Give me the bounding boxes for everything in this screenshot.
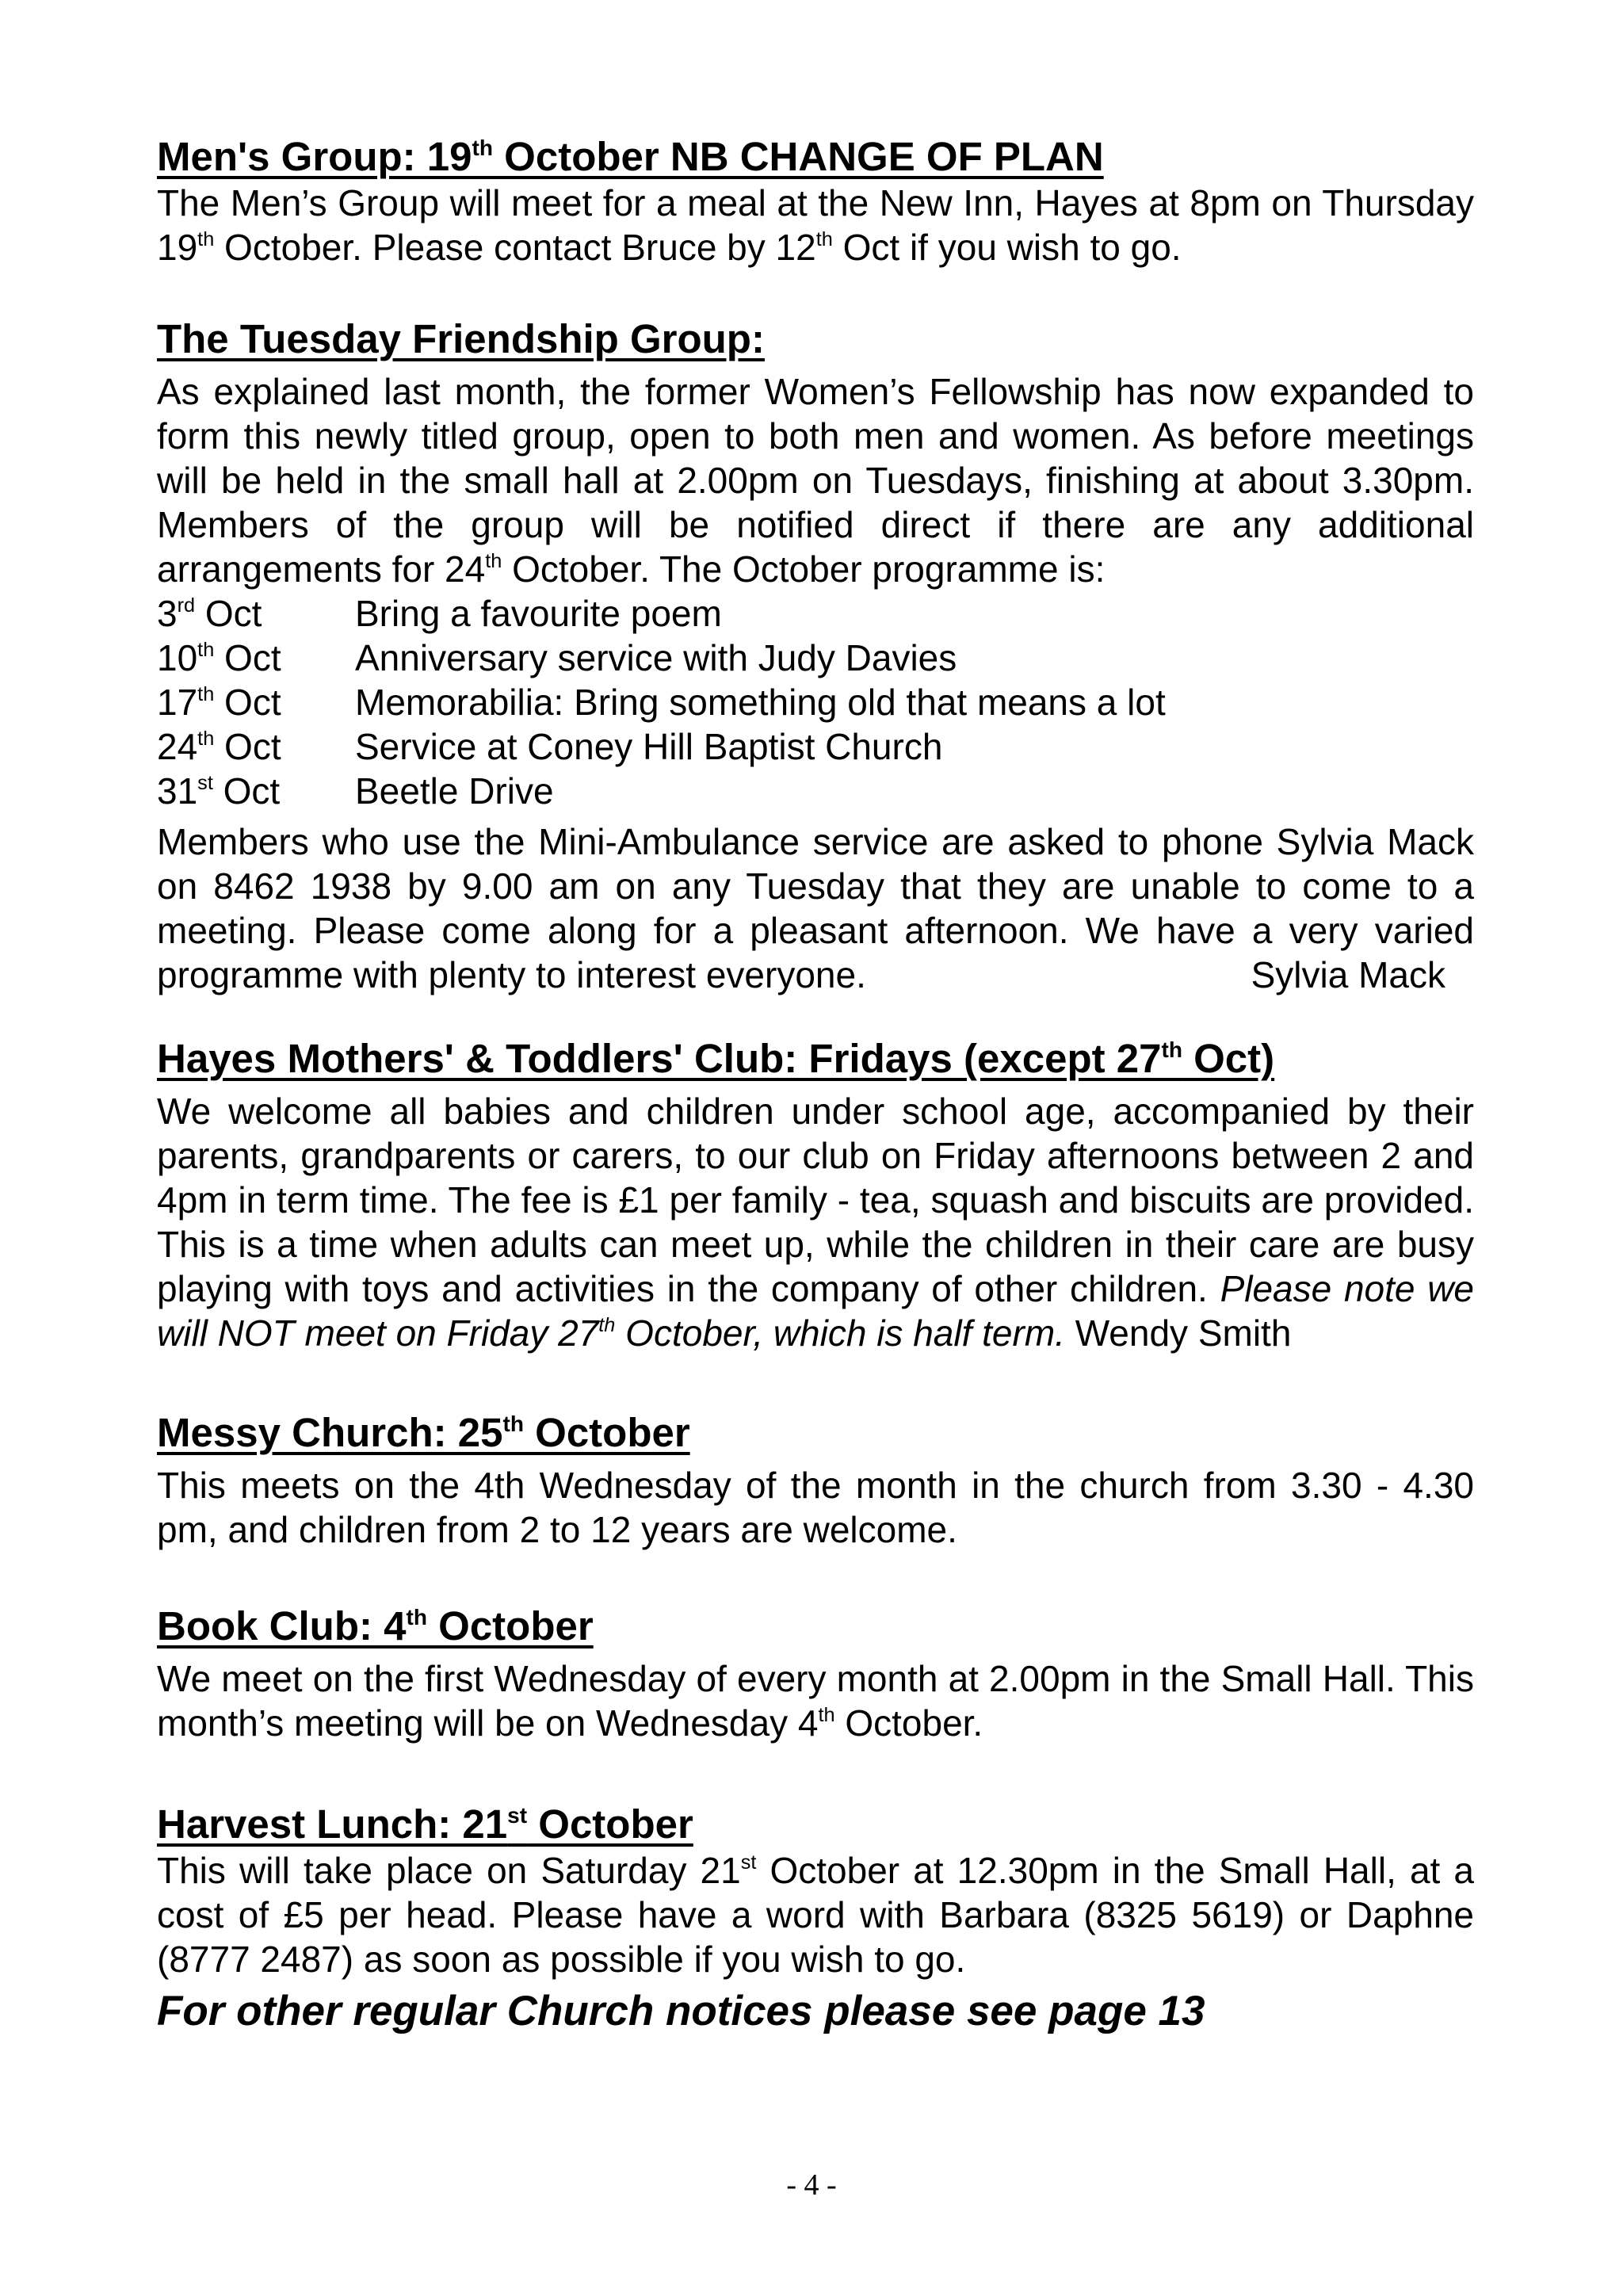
programme-event: Beetle Drive <box>355 770 554 812</box>
half-term-note: Please note we will NOT meet on Friday 27th October, which is half term. <box>157 1268 1474 1354</box>
programme-date: 17th Oct <box>157 682 281 723</box>
programme-event: Anniversary service with Judy Davies <box>355 637 957 678</box>
programme-item <box>157 636 1474 680</box>
page-number: - 4 - <box>786 2168 837 2202</box>
programme-event: Bring a favourite poem <box>355 593 722 634</box>
programme-date: 24th Oct <box>157 726 281 767</box>
signature: Sylvia Mack <box>1251 954 1445 995</box>
harvest-lunch-section <box>157 1801 1474 1981</box>
mens-group-heading: Men's Group: 19th October NB CHANGE OF PLAN <box>157 134 1104 179</box>
harvest-lunch-body: This will take place on Saturday 21st October at 12.30pm in the Small Hall, at a cost of £5 per head. Please have a word with Barbara (8325 5619) or Daphne (8777 2487) as soon as possible if you wish to go. <box>157 1850 1474 1980</box>
messy-church-section <box>157 1409 1474 1552</box>
tuesday-group-outro: Members who use the Mini-Ambulance service are asked to phone Sylvia Mack on 8462 1938 by 9.00 am on any Tuesday that they are unable to come to a meeting. Please come along for a pleasant afternoon. We have a very varied programme with plenty to interest everyone. Sylvia Mack <box>157 821 1474 995</box>
mens-group-section <box>157 133 1474 269</box>
toddlers-club-heading: Hayes Mothers' & Toddlers' Club: Fridays (except 27th Oct) <box>157 1036 1275 1081</box>
book-club-heading: Book Club: 4th October <box>157 1603 594 1648</box>
programme-date: 31st Oct <box>157 770 281 812</box>
closing-note: For other regular Church notices please see page 13 <box>157 1988 1205 2034</box>
signature: Wendy Smith <box>1075 1312 1292 1354</box>
tuesday-group-heading: The Tuesday Friendship Group: <box>157 316 765 361</box>
programme-item <box>157 680 1474 724</box>
programme-item <box>157 769 1474 813</box>
messy-church-body: This meets on the 4th Wednesday of the month in the church from 3.30 - 4.30 pm, and children from 2 to 12 years are welcome. <box>157 1465 1474 1550</box>
programme-item <box>157 591 1474 636</box>
mens-group-body: The Men’s Group will meet for a meal at the New Inn, Hayes at 8pm on Thursday 19th October. Please contact Bruce by 12th Oct if you wish to go. <box>157 182 1474 268</box>
programme-list <box>157 591 1474 813</box>
programme-event: Service at Coney Hill Baptist Church <box>355 726 943 767</box>
tuesday-group-section <box>157 315 1474 997</box>
programme-date: 3rd Oct <box>157 593 262 634</box>
toddlers-club-body: We welcome all babies and children under school age, accompanied by their parents, grandparents or carers, to our club on Friday afternoons between 2 and 4pm in term time. The fee is £1 per family - tea, squash and biscuits are provided. This is a time when adults can meet up, while the children in their care are busy playing with toys and activities in the company of other children. Please note we will NOT meet on Friday 27th October, which is half term. Wendy Smith <box>157 1091 1474 1354</box>
programme-event: Memorabilia: Bring something old that means a lot <box>355 682 1166 723</box>
newsletter-page <box>157 133 1474 2037</box>
tuesday-group-intro: As explained last month, the former Women’s Fellowship has now expanded to form this newly titled group, open to both men and women. As before meetings will be held in the small hall at 2.00pm on Tuesdays, finishing at about 3.30pm. Members of the group will be notified direct if there are any additional arrangements for 24th October. The October programme is: <box>157 371 1474 590</box>
programme-date: 10th Oct <box>157 637 281 678</box>
toddlers-club-section <box>157 1035 1474 1355</box>
book-club-body: We meet on the first Wednesday of every month at 2.00pm in the Small Hall. This month’s meeting will be on Wednesday 4th October. <box>157 1658 1474 1744</box>
book-club-section <box>157 1603 1474 1745</box>
harvest-lunch-heading: Harvest Lunch: 21st October <box>157 1801 693 1847</box>
programme-item <box>157 724 1474 769</box>
messy-church-heading: Messy Church: 25th October <box>157 1410 690 1455</box>
